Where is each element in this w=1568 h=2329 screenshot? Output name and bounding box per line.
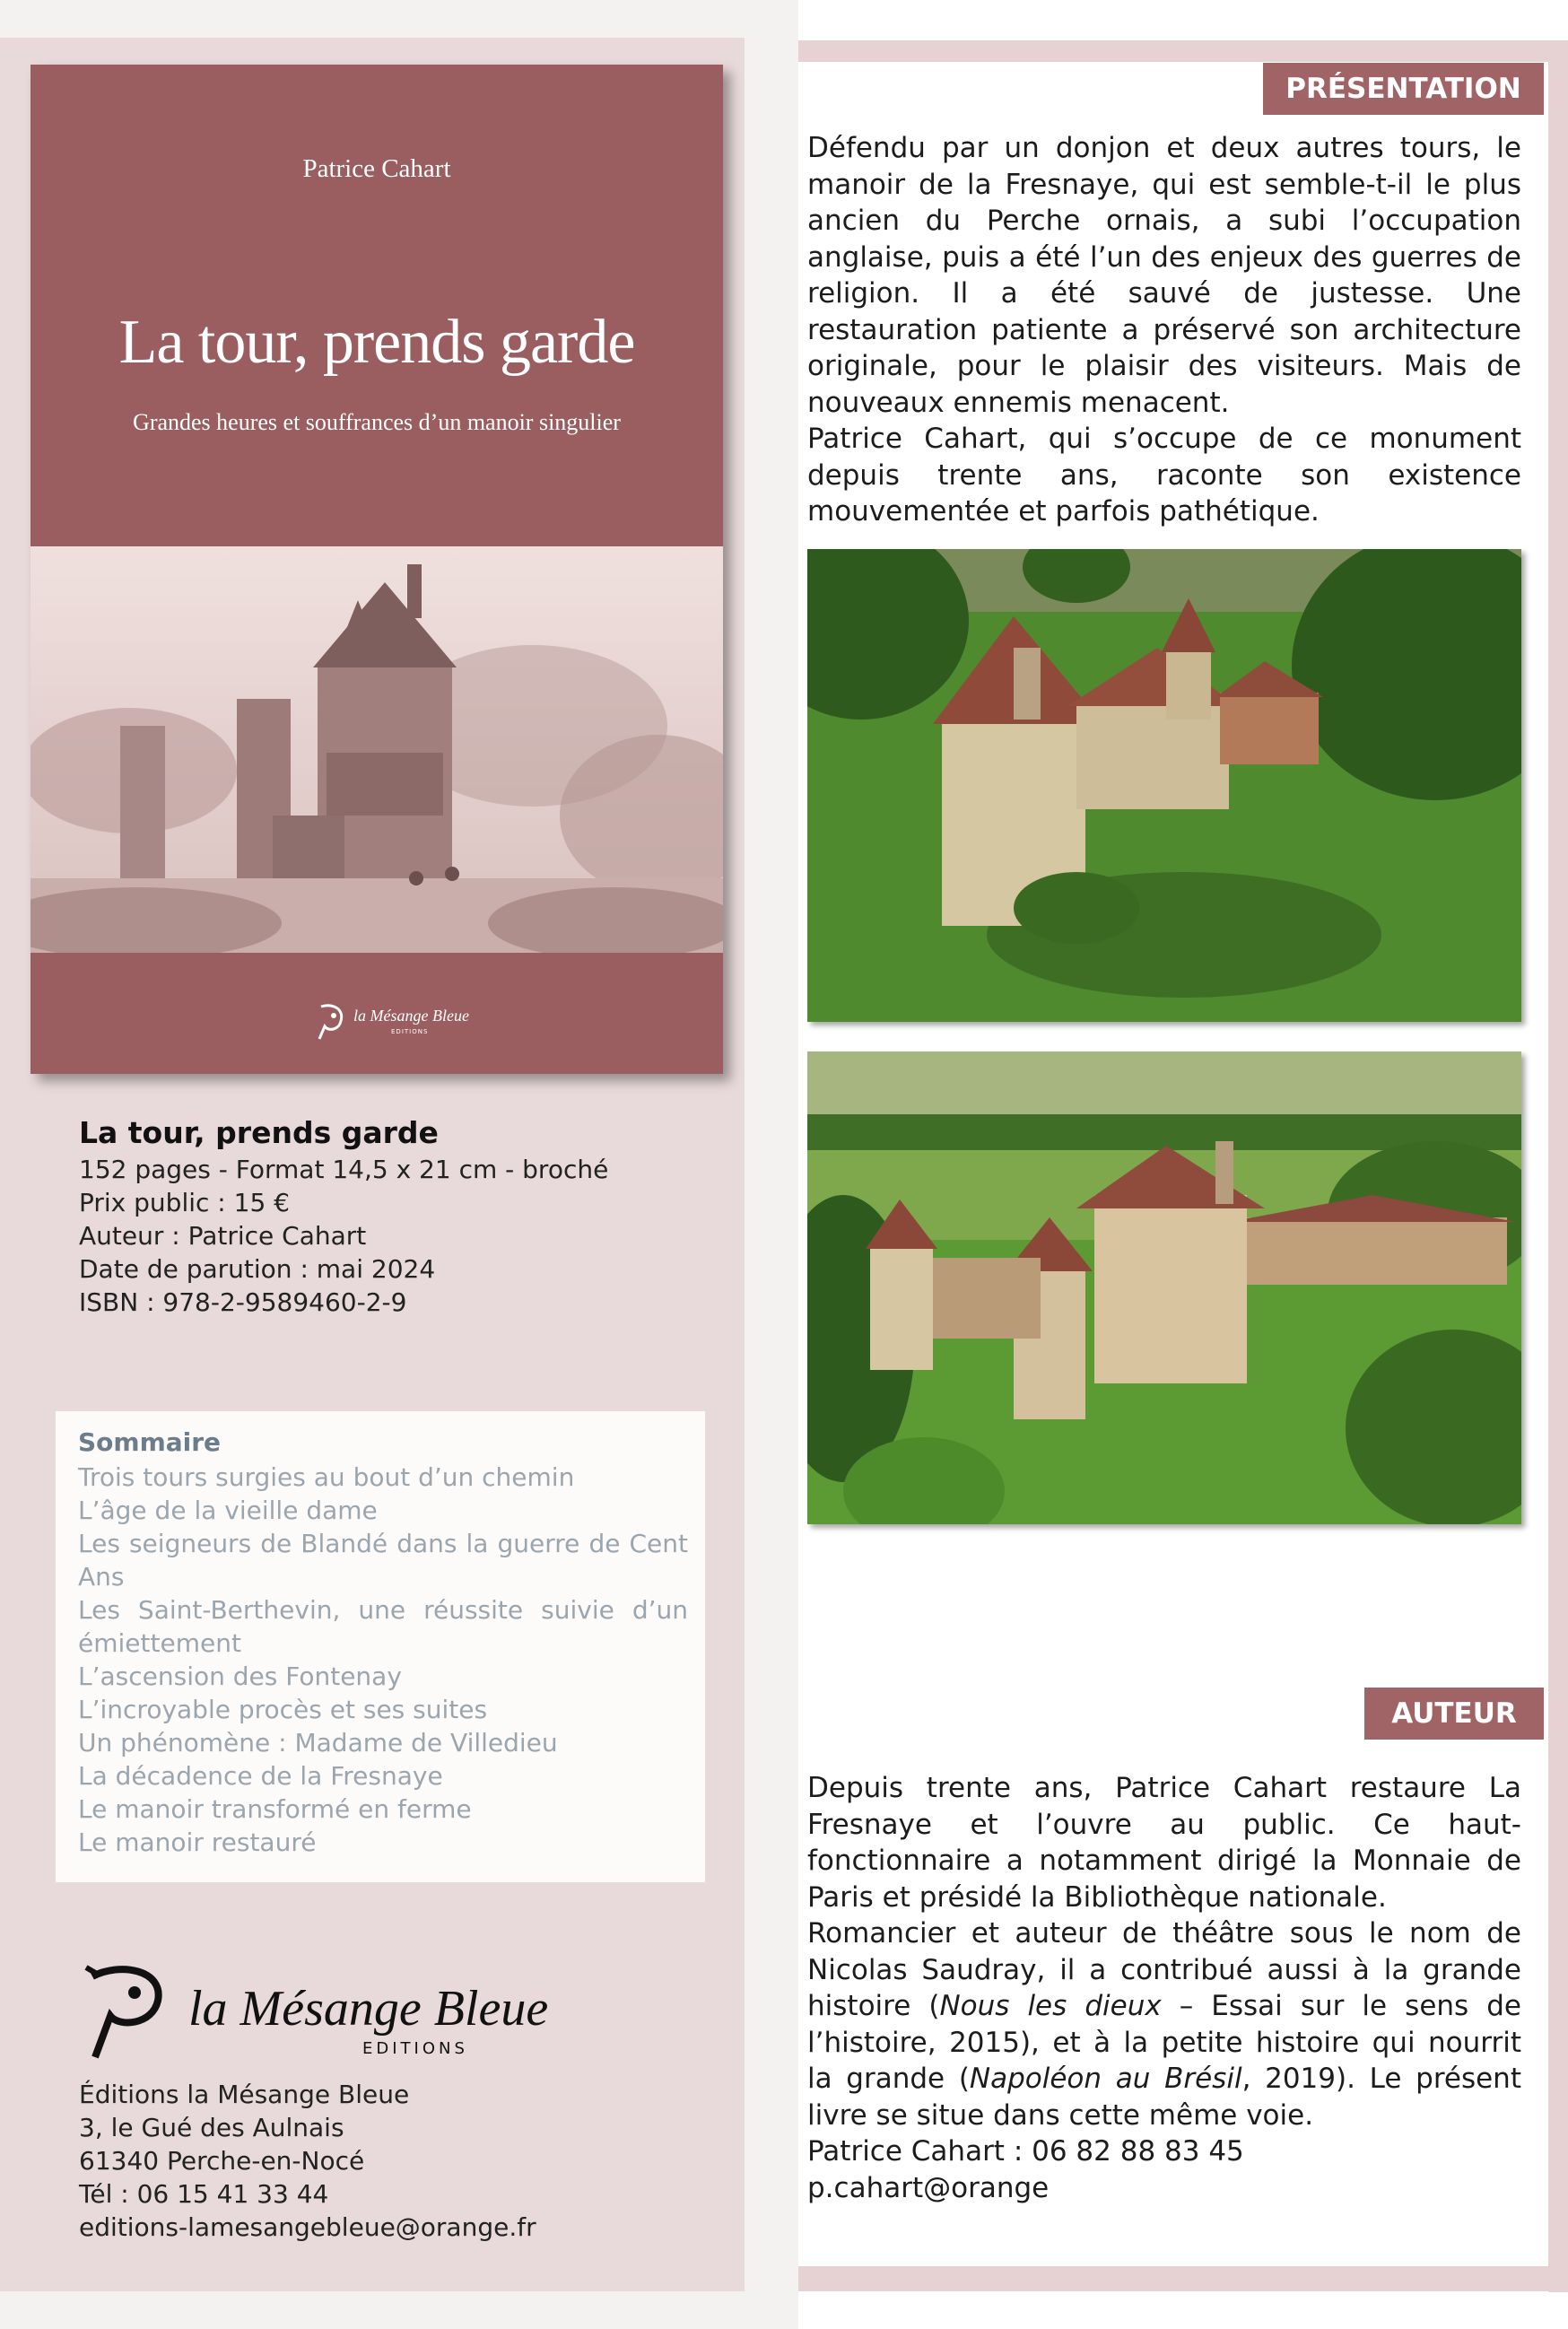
publisher-logo-name: la Mésange Bleue [188, 1981, 549, 2037]
author-paragraph [807, 1915, 1521, 2133]
book-info-pages: 152 pages - Format 14,5 x 21 cm - broché [79, 1155, 609, 1184]
publisher-city: 61340 Perche-en-Nocé [79, 2146, 365, 2176]
cover-title: La tour, prends garde [118, 308, 635, 377]
list-item: Trois tours surgies au bout d’un chemin [78, 1462, 575, 1492]
bottom-border-strip [798, 2266, 1568, 2291]
presentation-tag: PRÉSENTATION [1263, 63, 1544, 115]
author-text-span: Romancier et auteur de théâtre sous le nom de Nicolas Saudray, il a contribué aussi à la grande histoire ( [807, 1917, 1521, 2022]
list-item: Un phénomène : Madame de Villedieu [78, 1728, 558, 1758]
cover-engraving-image [30, 546, 723, 953]
publisher-address: 3, le Gué des Aulnais [79, 2113, 344, 2142]
sommaire-box [56, 1411, 705, 1882]
cover-logo-name: la Mésange Bleue [353, 1007, 469, 1025]
list-item: Les Saint-Berthevin, une réussite suivie d’un émiettement [78, 1595, 688, 1658]
book-info-author: Auteur : Patrice Cahart [79, 1221, 367, 1251]
list-item: L’ascension des Fontenay [78, 1662, 402, 1691]
book-info-isbn: ISBN : 978-2-9589460-2-9 [79, 1287, 407, 1317]
presentation-paragraph: Patrice Cahart, qui s’occupe de ce monument depuis trente ans, raconte son existence mouvementée et parfois pathétique. [807, 423, 1521, 528]
author-text [807, 1770, 1521, 2206]
book-title: La tour, prends garde [79, 1115, 439, 1150]
book-info [79, 1153, 608, 1319]
manor-aerial-photo [807, 1051, 1521, 1524]
presentation-paragraph: Défendu par un donjon et deux autres tours, le manoir de la Fresnaye, qui est semble-t-il le plus ancien du Perche ornais, a subi l’occupation anglaise, puis a été l’un des enjeux des guerres de religion. Il a été sauvé de justesse. Une restauration patiente a préservé son architecture originale, pour le plaisir des visiteurs. Mais de nouveaux ennemis menacent. [807, 132, 1521, 419]
list-item: Le manoir transformé en ferme [78, 1794, 472, 1824]
cover-logo-sub: EDITIONS [391, 1028, 429, 1035]
author-phone: Patrice Cahart : 06 82 88 83 45 [807, 2135, 1244, 2168]
publisher-email: editions-lamesangebleue@orange.fr [79, 2212, 536, 2242]
presentation-text [807, 130, 1521, 530]
list-item: Le manoir restauré [78, 1827, 317, 1857]
book-info-date: Date de parution : mai 2024 [79, 1254, 436, 1284]
publisher-logo-sub: EDITIONS [362, 2039, 468, 2058]
publisher-logo [79, 1960, 549, 2068]
author-tag: AUTEUR [1364, 1688, 1544, 1740]
list-item: L’âge de la vieille dame [78, 1496, 378, 1525]
author-text-span: , 2019). Le présent livre se situe dans cette même voie. [807, 2063, 1521, 2132]
publisher-phone: Tél : 06 15 41 33 44 [79, 2179, 329, 2209]
book-cover [30, 65, 723, 1074]
book-title-italic: Napoléon au Brésil [969, 2063, 1242, 2095]
book-info-price: Prix public : 15 € [79, 1188, 290, 1217]
bird-logo-icon [79, 1960, 178, 2068]
sommaire-list [78, 1461, 688, 1859]
right-border-strip [1548, 40, 1568, 2292]
publisher-name: Éditions la Mésange Bleue [79, 2080, 410, 2109]
list-item: L’incroyable procès et ses suites [78, 1695, 488, 1724]
list-item: Les seigneurs de Blandé dans la guerre de Cent Ans [78, 1529, 688, 1592]
book-title-italic: Nous les dieux [939, 1990, 1162, 2022]
list-item: La décadence de la Fresnaye [78, 1761, 443, 1791]
publisher-info [79, 2078, 536, 2244]
author-text-span: – Essai sur le sens de l’histoire, 2015), et à la petite histoire qui nourrit la grande ( [807, 1990, 1521, 2095]
cover-author: Patrice Cahart [302, 154, 451, 183]
manor-aerial-photo [807, 549, 1521, 1022]
bird-logo-icon [314, 1003, 350, 1042]
cover-subtitle: Grandes heures et souffrances d’un manoir singulier [133, 409, 621, 435]
sommaire-heading: Sommaire [78, 1427, 222, 1457]
cover-publisher-logo [314, 1003, 469, 1042]
top-border-strip [798, 40, 1568, 62]
author-email: p.cahart@orange [807, 2171, 1050, 2204]
author-paragraph: Depuis trente ans, Patrice Cahart restaure La Fresnaye et l’ouvre au public. Ce haut-fonctionnaire a notamment dirigé la Monnaie de Paris et présidé la Bibliothèque nationale. [807, 1772, 1521, 1914]
